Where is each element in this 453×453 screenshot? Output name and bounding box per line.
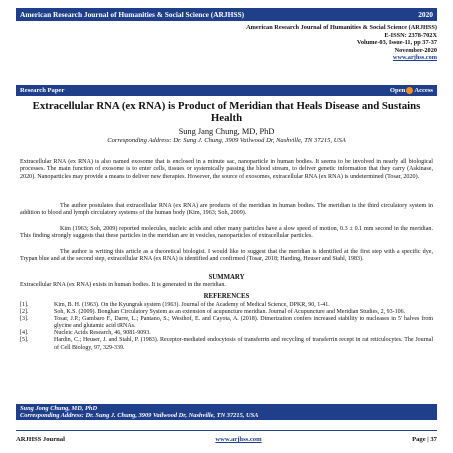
open-access-word: Access: [414, 87, 433, 94]
article-title: Extracellular RNA (ex RNA) is Product of Meridian that Heals Disease and Sustains Health: [32, 100, 421, 124]
article-author: Sung Jang Chung, MD, PhD: [178, 127, 275, 136]
paragraph-1: Extracellular RNA (ex RNA) is also named exosome that is enclosed in a minute sac, nanoparticle in human bodies. It seems to be involved in nearly all biological processes. The main function of exosome is to enter cells, tissues or systemically passing the blood stream, to deliver genetic information that they carry (Askinase, 2020). Nanoparticles may provide a means to deliver new therapies. However, the source of exosomes, extracellular RNA (ex RNA) is undetermined (Tosar, 2020).: [20, 159, 433, 180]
journal-date: November-2020: [394, 46, 437, 54]
paper-type-label: Research Paper: [20, 87, 65, 94]
reference-item: [4]. Nucleic Acids Research, 46, 9081-9093.: [20, 330, 151, 337]
references-list: [20, 302, 433, 352]
paragraph-4: The author is writing this article as a theoretical biologist. I would like to suggest that the meridian is identified at the first step with a specific dye, Trypan blue and at the second step, extracellular RNA (ex RNA) is identified and confirmed (Tosar, 2018; Harding, Heuser and Stahl, 1983).: [20, 249, 433, 263]
author-footer-box: [16, 404, 437, 420]
page-number: Page | 37: [412, 436, 437, 443]
paragraph-3: Kim (1963; Soh, 2009) reported molecules, nucleic acids and other many particles have a slow speed of motion, 0.3 ± 0.1 mm second in the meridian. This finding strongly suggests that these particles in the meridian are in vesicles, nanoparticles of extracellular particles.: [20, 226, 433, 240]
reference-item: [1]. Kim, B. H. (1963). On the Kyungrak system (1963). Journal of the Academy of Medical Science, DPKR, 90, 1-41.: [20, 302, 330, 308]
footer-divider: [16, 430, 437, 431]
footer-journal: ARJHSS Journal: [16, 436, 65, 443]
header-journal-name: American Research Journal of Humanities & Social Science (ARJHSS): [20, 10, 245, 19]
open-access-icon: [406, 87, 413, 94]
journal-info-block: [246, 24, 437, 62]
footer-corresponding: Corresponding Address: Dr. Sung J. Chung, 3909 Vailwood Dr, Nashville, TN 37215, USA: [20, 412, 259, 419]
journal-url-link[interactable]: www.arjhss.com: [392, 54, 437, 62]
open-access-badge: [390, 87, 433, 94]
section-bar: [16, 85, 437, 96]
references-heading: REFERENCES: [203, 293, 250, 300]
journal-header-bar: [16, 8, 437, 21]
open-access-open: Open: [389, 87, 406, 94]
journal-issn: E-ISSN: 2378-702X: [384, 31, 437, 39]
reference-item: [3]. Tosar, J.P.; Gambaro F., Darre, L.; Pantano, S.; Westhof, E. and Cayota, A. (2018). Dimerization confers increased stability to nucleases in 5' halves from glycine and glutamic acid tRNAs.: [20, 316, 433, 330]
corresponding-address: Corresponding Address: Dr. Sung J. Chung, 3909 Vailwood Dr, Nashville, TN 37215, USA: [107, 137, 346, 144]
paragraph-2: The author postulates that extracellular RNA (ex RNA) are products of the meridian in human bodies. The meridian is the third circulatory system in addition to blood and lymph circulatory systems of the human body (Kim, 1963; Soh, 2009).: [20, 203, 433, 217]
footer-author: Sung Jong Chung, MD, PhD: [20, 405, 98, 412]
journal-name: American Research Journal of Humanities & Social Science (ARJHSS): [246, 24, 437, 31]
reference-item: [2]. Soh, K.S. (2009). Bonghan Circulatory System as an extension of acupuncture meridian. Journal of Acupuncture and Meridian Studies, 2, 93-106.: [20, 309, 406, 316]
page-footer: [16, 436, 437, 443]
summary-heading: SUMMARY: [208, 274, 245, 281]
header-year: 2020: [418, 10, 433, 19]
journal-volume: Volume-03, Issue-11, pp 37-37: [356, 39, 437, 47]
reference-item: [5]. Hardin, C.; Heuser, J. and Stahl, P. (1983). Receptor-mediated endocytosis of transferrin and recycling of transferrin recept in rat reticulocytes. The Journal of Cell Biology, 97, 329-339.: [20, 337, 433, 351]
summary-text: Extracellular RNA (ex RNA) exists in human bodies. It is generated in the meridian.: [20, 282, 226, 288]
footer-url-link[interactable]: www.arjhss.com: [215, 436, 262, 443]
